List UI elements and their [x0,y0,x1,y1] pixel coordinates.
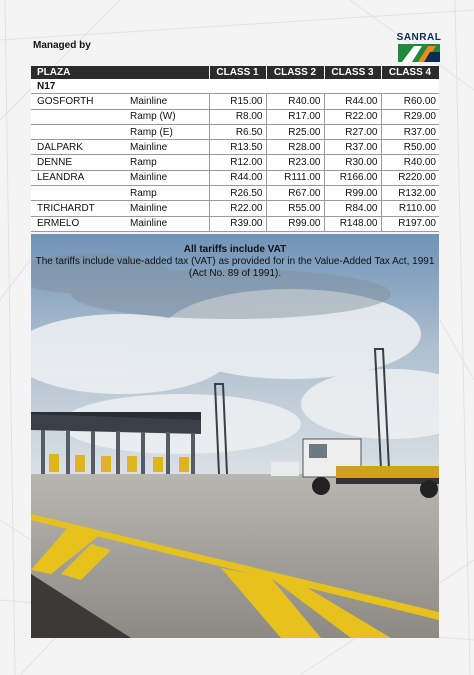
class-2-tariff: R55.00 [266,201,324,216]
plaza-type: Mainline [127,201,209,216]
class-1-tariff: R6.50 [209,124,266,139]
table-row [31,140,439,155]
class-2-tariff: R40.00 [266,94,324,109]
plaza-type: Mainline [127,94,209,109]
vat-text-line-1: The tariffs include value-added tax (VAT) as provided for in the Value-Added Tax Act, 1991 [35,256,435,267]
table-row [31,186,439,201]
managed-by-label: Managed by [33,40,91,51]
table-row [31,94,439,109]
class-1-tariff: R39.00 [209,216,266,231]
logo-mark-icon [398,44,440,62]
plaza-type: Mainline [127,216,209,231]
class-2-tariff: R17.00 [266,109,324,124]
plaza-name [31,186,127,201]
class-4-tariff: R50.00 [381,140,439,155]
class-4-tariff: R110.00 [381,201,439,216]
class-2-tariff: R25.00 [266,124,324,139]
plaza-name [31,109,127,124]
table-row [31,109,439,124]
class-1-tariff: R44.00 [209,170,266,185]
plaza-type: Ramp [127,155,209,170]
class-2-tariff: R67.00 [266,186,324,201]
plaza-name: ERMELO [31,216,127,231]
plaza-type: Mainline [127,140,209,155]
class-3-tariff: R30.00 [324,155,381,170]
class-1-tariff: R13.50 [209,140,266,155]
class-2-tariff: R23.00 [266,155,324,170]
table-row [31,124,439,139]
class-1-tariff: R15.00 [209,94,266,109]
class-3-tariff: R148.00 [324,216,381,231]
class-4-tariff: R29.00 [381,109,439,124]
toll-plaza-photo [31,234,439,638]
sanral-logo [395,32,443,64]
class-3-tariff: R166.00 [324,170,381,185]
class-3-tariff: R27.00 [324,124,381,139]
class-2-tariff: R28.00 [266,140,324,155]
vat-heading: All tariffs include VAT [183,244,287,255]
class-4-tariff: R132.00 [381,186,439,201]
class-4-tariff: R37.00 [381,124,439,139]
class-3-tariff: R22.00 [324,109,381,124]
road-row [31,79,439,94]
class-1-tariff: R26.50 [209,186,266,201]
class-4-tariff: R220.00 [381,170,439,185]
class-3-tariff: R99.00 [324,186,381,201]
class-1-tariff: R8.00 [209,109,266,124]
logo-text: SANRAL [396,32,442,43]
plaza-name [31,124,127,139]
class-2-tariff: R99.00 [266,216,324,231]
class-1-tariff: R12.00 [209,155,266,170]
road-name: N17 [31,79,439,94]
class-3-tariff: R37.00 [324,140,381,155]
column-header-class-4: CLASS 4 [381,66,439,79]
class-3-tariff: R84.00 [324,201,381,216]
class-1-tariff: R22.00 [209,201,266,216]
plaza-type: Ramp [127,186,209,201]
table-row [31,170,439,185]
plaza-name: LEANDRA [31,170,127,185]
vat-notice [31,244,439,280]
table-row [31,216,439,231]
plaza-name: DENNE [31,155,127,170]
table-row [31,201,439,216]
column-header-class-2: CLASS 2 [266,66,324,79]
plaza-name: DALPARK [31,140,127,155]
class-2-tariff: R111.00 [266,170,324,185]
class-4-tariff: R40.00 [381,155,439,170]
plaza-type: Mainline [127,170,209,185]
column-header-plaza: PLAZA [31,66,209,79]
plaza-name: TRICHARDT [31,201,127,216]
table-header-row [31,66,439,79]
column-header-class-3: CLASS 3 [324,66,381,79]
tariff-table [31,66,440,232]
column-header-class-1: CLASS 1 [209,66,266,79]
plaza-type: Ramp (W) [127,109,209,124]
class-4-tariff: R197.00 [381,216,439,231]
table-row [31,155,439,170]
plaza-type: Ramp (E) [127,124,209,139]
vat-text-line-2: (Act No. 89 of 1991). [188,268,282,279]
class-3-tariff: R44.00 [324,94,381,109]
class-4-tariff: R60.00 [381,94,439,109]
plaza-name: GOSFORTH [31,94,127,109]
